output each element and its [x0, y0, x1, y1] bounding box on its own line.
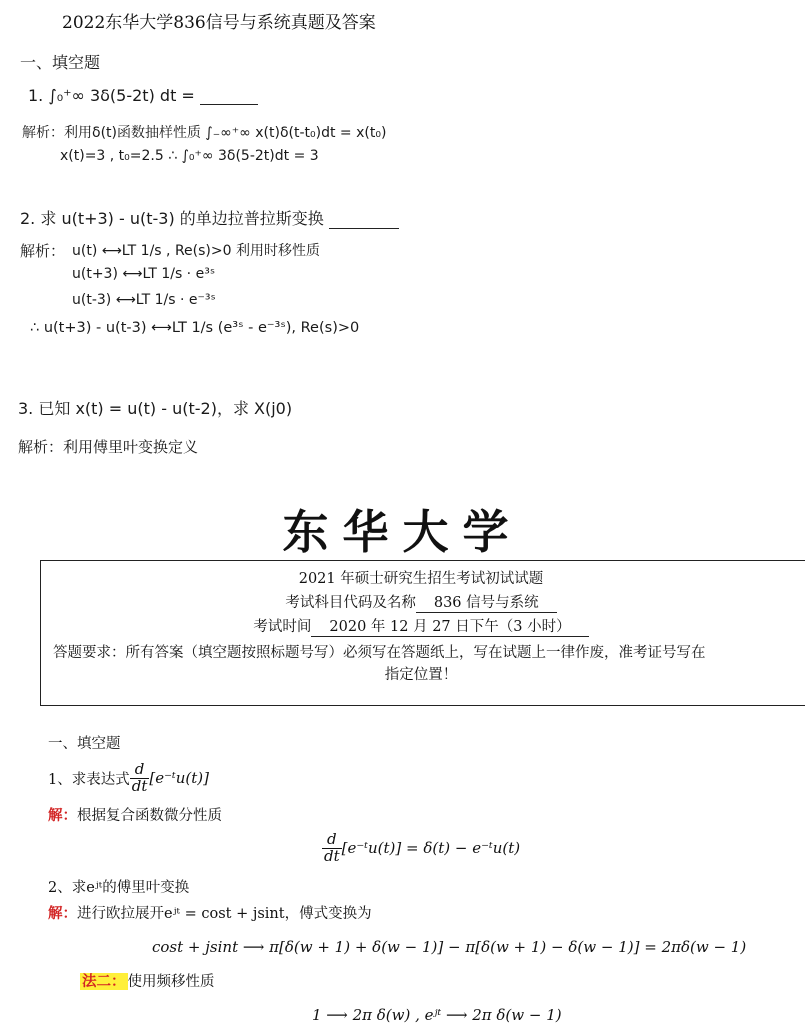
page-title: 2022东华大学836信号与系统真题及答案: [62, 13, 376, 33]
hw-answer-2-line1: u(t) ⟷LT 1/s , Re(s)>0 利用时移性质: [72, 243, 320, 259]
exam-subject-label: 考试科目代码及名称: [285, 595, 416, 611]
fraction-numerator: d: [130, 762, 150, 779]
hw-answer-1a: 解析：利用δ(t)函数抽样性质 ∫₋∞⁺∞ x(t)δ(t-t₀)dt = x(t₀): [22, 125, 387, 141]
fraction-denominator: dt: [131, 776, 148, 795]
exam-requirements: 答题要求：所有答案（填空题按照标题号写）必须写在答题纸上，写在试题上一律作废，准考证号写在: [53, 645, 706, 661]
equation-1: [322, 832, 520, 865]
hw-answer-2-label: 解析：: [20, 242, 66, 260]
answer-blank: [200, 104, 258, 105]
hw-answer-2-line3: u(t-3) ⟷LT 1/s · e⁻³ˢ: [72, 292, 216, 308]
exam-info-box: [40, 560, 805, 706]
exam-requirements-cont: 指定位置！: [384, 667, 458, 683]
solution-1: [48, 804, 222, 825]
solution-2-text: 进行欧拉展开eʲᵗ = cost + jsint，傅式变换为: [77, 906, 372, 922]
method-2-text: 使用频移性质: [127, 974, 215, 990]
equation-1-rhs: [e⁻ᵗu(t)] = δ(t) − e⁻ᵗu(t): [341, 839, 521, 858]
section-heading: 一、填空题: [48, 736, 121, 752]
exam-time-value: 2020 年 12 月 27 日下午（3 小时）: [311, 615, 588, 637]
hw-question-3: 3. 已知 x(t) = u(t) - u(t-2)，求 X(j0): [18, 399, 293, 418]
hw-answer-3: 解析：利用傅里叶变换定义: [18, 438, 199, 456]
hw-question-2-text: 2. 求 u(t+3) - u(t-3) 的单边拉普拉斯变换: [20, 209, 324, 228]
question-1: [48, 762, 209, 795]
hw-section-heading: 一、填空题: [20, 53, 101, 72]
fraction-numerator: d: [322, 832, 342, 849]
answer-blank: [329, 228, 399, 229]
equation-3: 1 ⟶ 2π δ(w) , eʲᵗ ⟶ 2π δ(w − 1): [312, 1006, 562, 1024]
solution-2: [48, 902, 372, 923]
question-1-prefix: 1、求表达式: [48, 771, 130, 788]
fraction-denominator: dt: [324, 846, 340, 865]
exam-time-label: 考试时间: [253, 619, 312, 635]
exam-title: 2021 年硕士研究生招生考试初试试题: [298, 571, 544, 587]
derivative-fraction: [322, 832, 342, 865]
exam-time: [41, 615, 801, 637]
equation-2: cost + jsint ⟶ π[δ(w + 1) + δ(w − 1)] − π[δ(w + 1) − δ(w − 1)] = 2πδ(w − 1): [152, 938, 747, 956]
hw-question-2: [20, 206, 399, 229]
hw-question-1: [28, 86, 258, 105]
method-2-label: 法二：: [82, 973, 126, 990]
solution-label: 解：: [48, 807, 77, 824]
solution-1-text: 根据复合函数微分性质: [77, 808, 222, 824]
exam-subject-value: 836 信号与系统: [416, 591, 557, 613]
hw-question-1-text: 1. ∫₀⁺∞ 3δ(5-2t) dt =: [28, 86, 195, 105]
question-1-expression: [e⁻ᵗu(t)]: [149, 769, 209, 788]
solution-label: 解：: [48, 905, 77, 922]
question-2: 2、求eʲᵗ的傅里叶变换: [48, 880, 190, 896]
hw-answer-2-line4: ∴ u(t+3) - u(t-3) ⟷LT 1/s (e³ˢ - e⁻³ˢ), Re(s)>0: [30, 320, 360, 336]
hw-answer-1b: x(t)=3 , t₀=2.5 ∴ ∫₀⁺∞ 3δ(5-2t)dt = 3: [60, 148, 319, 164]
exam-subject: [41, 591, 801, 613]
derivative-fraction: [130, 762, 150, 795]
hw-answer-2-line2: u(t+3) ⟷LT 1/s · e³ˢ: [72, 266, 216, 282]
method-2: [80, 970, 215, 991]
school-name: 东华大学: [282, 505, 523, 559]
